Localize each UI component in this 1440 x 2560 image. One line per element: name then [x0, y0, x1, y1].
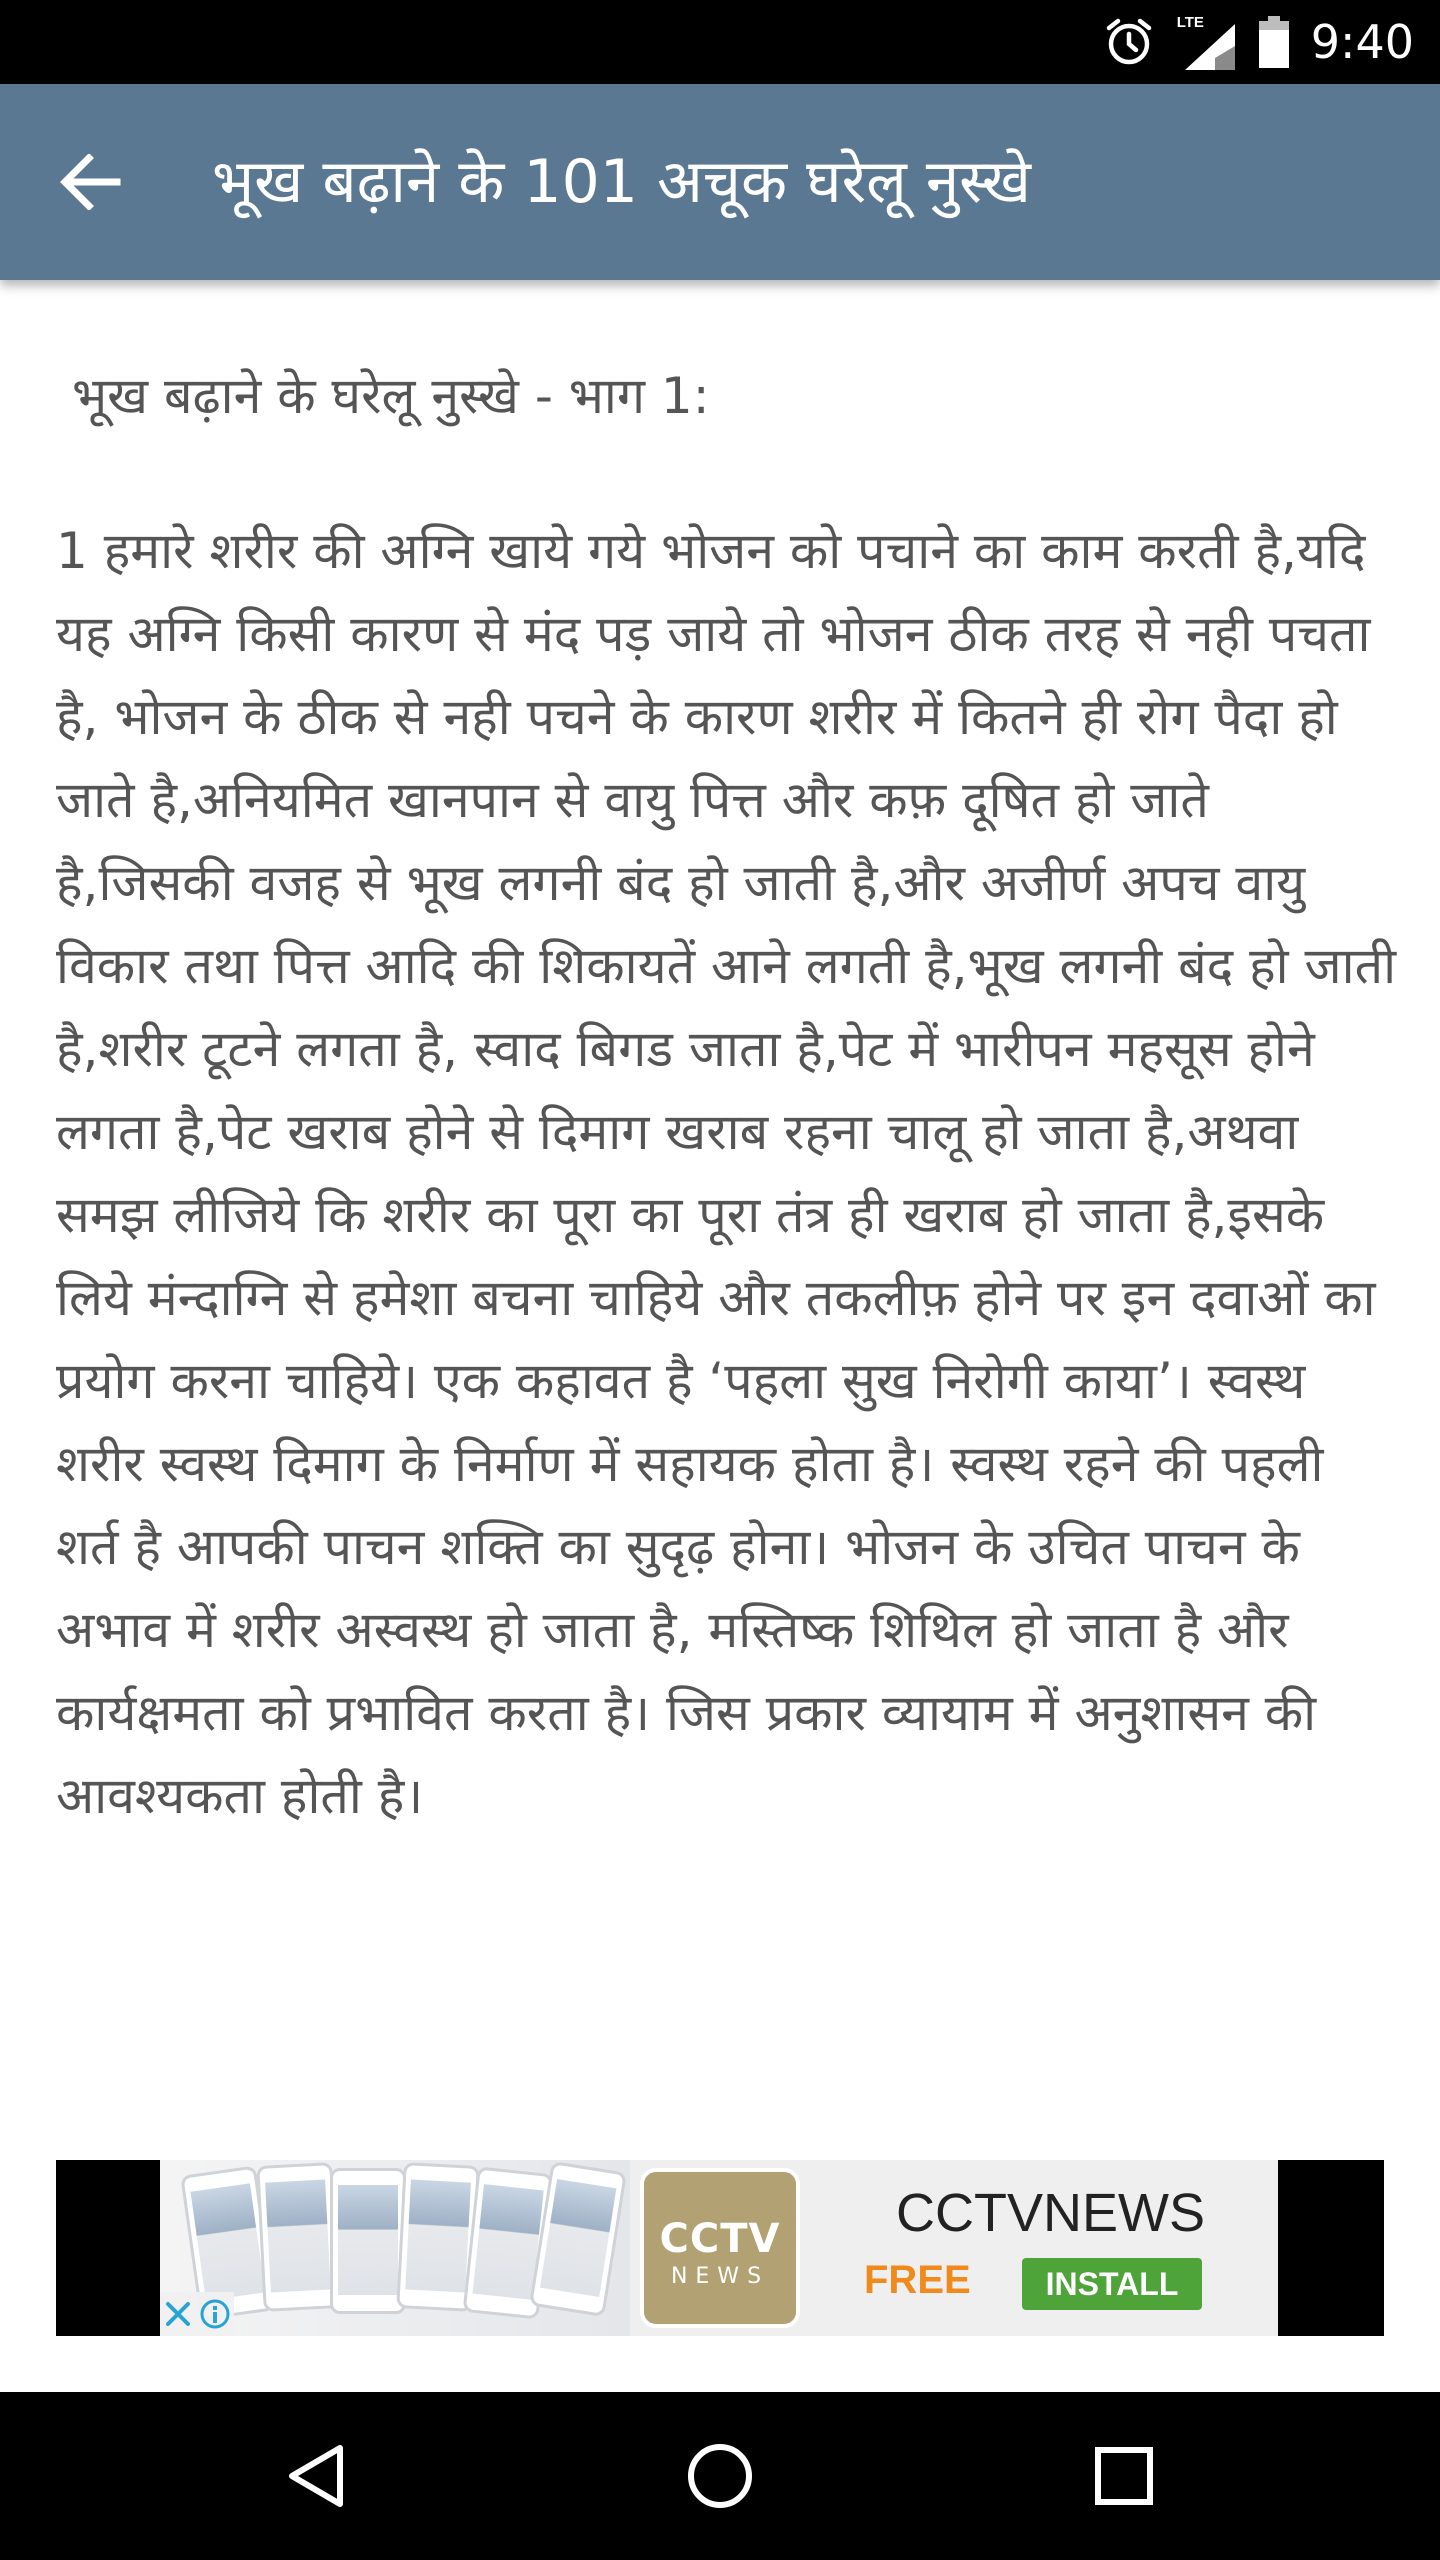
- ad-app-name: CCTVNEWS: [896, 2183, 1205, 2243]
- status-icons: [1103, 0, 1414, 84]
- status-bar: [0, 0, 1440, 84]
- recents-square-icon: [1094, 2446, 1154, 2506]
- article-body: 1 हमारे शरीर की अग्नि खाये गये भोजन को पचाने का काम करती है,यदि यह अग्नि किसी कारण से मंद पड़ जाये तो भोजन ठीक तरह से नही पचता है, भोजन के ठीक से नही पचने के कारण शरीर में कितने ही रोग पैदा हो जाते है,अनियमित खानपान से वायु पित्त और कफ़ दूषित हो जाते है,जिसकी वजह से भूख लगनी बंद हो जाती है,और अजीर्ण अपच वायु विकार तथा पित्त आदि की शिकायतें आने लगती है,भूख लगनी बंद हो जाती है,शरीर टूटने लगता है, स्वाद बिगड जाता है,पेट में भारीपन महसूस होने लगता है,पेट खराब होने से दिमाग खराब रहना चालू हो जाता है,अथवा समझ लीजिये कि शरीर का पूरा का पूरा तंत्र ही खराब हो जाता है,इसके लिये मंन्दाग्नि से हमेशा बचना चाहिये और तकलीफ़ होने पर इन दवाओं का प्रयोग करना चाहिये। एक कहावत है ‘पहला सुख निरोगी काया’। स्वस्थ शरीर स्वस्थ दिमाग के निर्माण में सहायक होता है। स्वस्थ रहने की पहली शर्त है आपकी पाचन शक्ति का सुदृढ़ होना। भोजन के उचित पाचन के अभाव में शरीर अस्वस्थ हो जाता है, मस्तिष्क शिथिल हो जाता है और कार्यक्षमता को प्रभावित करता है। जिस प्रकार व्यायाम में अनुशासन की आवश्यकता होती है।: [56, 522, 1397, 1825]
- page-title: भूख बढ़ाने के 101 अचूक घरेलू नुस्खे: [212, 147, 1031, 217]
- back-triangle-icon: [284, 2442, 348, 2510]
- nav-home-button[interactable]: [680, 2436, 760, 2516]
- nav-recents-button[interactable]: [1084, 2436, 1164, 2516]
- home-circle-icon: [686, 2442, 754, 2510]
- info-icon[interactable]: [199, 2298, 231, 2330]
- ad-banner[interactable]: [56, 2160, 1384, 2336]
- nav-back-button[interactable]: [276, 2436, 356, 2516]
- signal-icon: [1177, 14, 1237, 70]
- ad-controls: [160, 2292, 234, 2336]
- section-heading: भूख बढ़ाने के घरेलू नुस्खे - भाग 1:: [72, 367, 710, 425]
- ad-logo: [640, 2168, 800, 2328]
- ad-logo-subtext: NEWS: [670, 2264, 770, 2289]
- battery-icon: [1259, 16, 1289, 68]
- ad-install-button[interactable]: INSTALL: [1022, 2258, 1202, 2310]
- ad-content[interactable]: [160, 2160, 1278, 2336]
- close-icon[interactable]: [163, 2299, 193, 2329]
- back-button[interactable]: [50, 142, 130, 222]
- navigation-bar: [0, 2392, 1440, 2560]
- app-bar: [0, 84, 1440, 280]
- arrow-left-icon: [59, 154, 121, 210]
- ad-logo-text: CCTV: [659, 2216, 781, 2262]
- network-type-label: LTE: [1176, 14, 1204, 31]
- status-time: 9:40: [1310, 15, 1414, 69]
- alarm-icon: [1103, 16, 1155, 68]
- ad-free-label: FREE: [864, 2258, 971, 2302]
